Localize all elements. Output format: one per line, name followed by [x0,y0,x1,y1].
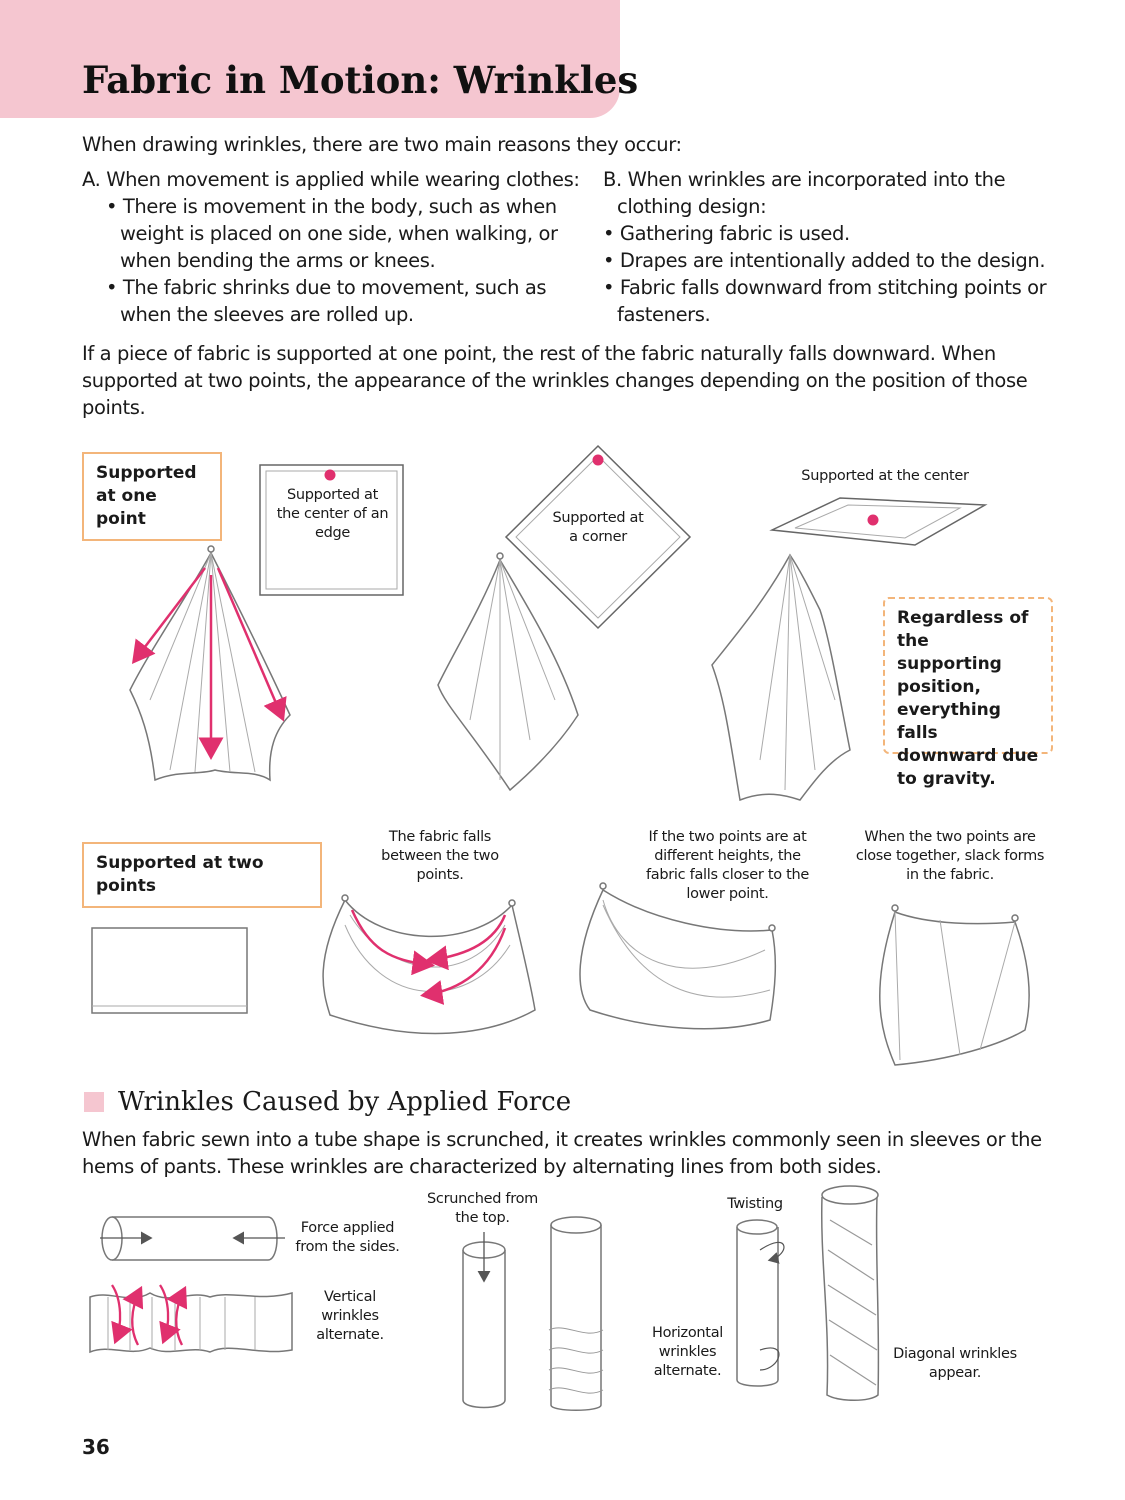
page-title: Fabric in Motion: Wrinkles [82,58,639,102]
page-number: 36 [82,1435,110,1459]
label-supported-one-point: Supported at one point [82,452,222,541]
reason-a-bullet: • The fabric shrinks due to movement, such as when the sleeves are rolled up. [106,276,547,326]
support-point-dot [868,515,879,526]
section-square-marker [84,1092,104,1112]
caption-diagonal-wrinkles: Diagonal wrinkles appear. [893,1346,1017,1381]
support-point-dot [325,470,336,481]
center-support-diagram [772,498,985,545]
intro-text: When drawing wrinkles, there are two main reasons they occur: [82,133,682,156]
vertical-tube-scrunched-illustration [549,1217,603,1410]
fabric-center-illustration [712,555,850,800]
caption-vertical-wrinkles: Vertical wrinkles alternate. [316,1289,384,1343]
label-supported-two-points: Supported at two points [82,842,322,908]
reason-a-bullet: • There is movement in the body, such as when weight is placed on one side, when walking, or when bending the arms or knees. [106,195,558,272]
support-point-dot [593,455,604,466]
fabric-corner-illustration [438,553,578,790]
fabric-two-points-different-heights [580,883,775,1029]
support-paragraph: If a piece of fabric is supported at one point, the rest of the fabric naturally falls downward. When supported at two points, the appearance of the wrinkles changes depending on the position of those points. [82,342,1028,419]
caption-corner-support: Supported at a corner [552,510,644,545]
caption-twisting: Twisting [727,1196,783,1212]
reason-b-heading: B. When wrinkles are incorporated into the clothing design: [603,168,1006,218]
gravity-note: Regardless of the supporting position, everything falls downward due to gravity. [883,597,1053,754]
caption-falls-between: The fabric falls between the two points. [381,829,499,883]
twisting-tube-illustration [737,1220,784,1386]
section-text: When fabric sewn into a tube shape is scrunched, it creates wrinkles commonly seen in sleeves or the hems of pants. These wrinkles are characterized by alternating lines from both sides. [82,1128,1042,1178]
caption-center-support: Supported at the center [801,468,969,484]
caption-close-together: When the two points are close together, slack forms in the fabric. [855,829,1045,883]
reason-b-bullet: • Fabric falls downward from stitching points or fasteners. [603,276,1047,326]
reason-b-bullet: • Gathering fabric is used. [603,222,850,245]
reason-b-bullet: • Drapes are intentionally added to the design. [603,249,1046,272]
plain-fabric-rectangle [92,928,247,1013]
caption-horizontal-wrinkles: Horizontal wrinkles alternate. [651,1325,724,1379]
vertical-tube-illustration [463,1232,505,1408]
section-heading [84,1087,571,1117]
caption-different-heights: If the two points are at different heights, the fabric falls closer to the lower point. [645,829,810,902]
caption-edge-support: Supported at the center of an edge [276,487,389,541]
fabric-two-points-close [880,905,1029,1065]
caption-force-sides: Force applied from the sides. [295,1220,400,1255]
reason-a-heading: A. When movement is applied while wearing clothes: [82,168,580,191]
section-heading-text: Wrinkles Caused by Applied Force [118,1087,572,1117]
caption-scrunched-top: Scrunched from the top. [427,1191,538,1226]
diagonal-wrinkle-tube-illustration [822,1186,879,1400]
